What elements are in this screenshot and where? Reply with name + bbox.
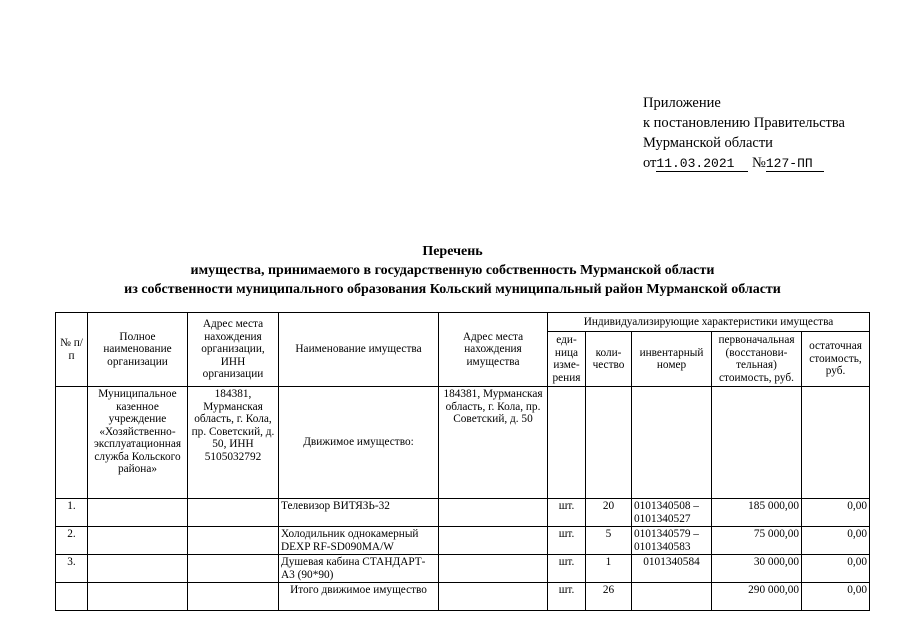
empty-cell xyxy=(188,499,279,527)
row-initial-cost: 30 000,00 xyxy=(712,555,802,583)
empty-cell xyxy=(188,583,279,611)
total-initial-cost: 290 000,00 xyxy=(712,583,802,611)
header-residual-cost: остаточная стоимость, руб. xyxy=(802,332,870,387)
header-org-address: Адрес места нахождения организации, ИНН организации xyxy=(188,313,279,387)
header-inventory: инвентарный номер xyxy=(632,332,712,387)
empty-cell xyxy=(439,527,548,555)
empty-cell xyxy=(188,527,279,555)
empty-cell xyxy=(56,583,88,611)
empty-cell xyxy=(439,499,548,527)
row-unit: шт. xyxy=(548,555,586,583)
empty-cell xyxy=(802,387,870,499)
appendix-block xyxy=(643,93,845,173)
row-unit: шт. xyxy=(548,527,586,555)
header-property-address: Адрес места нахождения имущества xyxy=(439,313,548,387)
empty-cell xyxy=(88,527,188,555)
row-residual-cost: 0,00 xyxy=(802,499,870,527)
empty-cell xyxy=(439,555,548,583)
title-line-3: из собственности муниципального образования Кольский муниципальный район Мурманской области xyxy=(124,282,781,297)
row-num: 2. xyxy=(56,527,88,555)
empty-cell xyxy=(632,583,712,611)
header-initial-cost: первоначальная (восстанови-тельная) стоимость, руб. xyxy=(712,332,802,387)
header-characteristics: Индивидуализирующие характеристики имущества xyxy=(548,313,870,332)
empty-cell xyxy=(548,387,586,499)
row-unit: шт. xyxy=(548,499,586,527)
appendix-line-3: Мурманской области xyxy=(643,135,773,151)
row-qty: 1 xyxy=(586,555,632,583)
row-initial-cost: 75 000,00 xyxy=(712,527,802,555)
row-qty: 20 xyxy=(586,499,632,527)
document-title xyxy=(0,242,905,299)
org-num-cell xyxy=(56,387,88,499)
empty-cell xyxy=(632,387,712,499)
empty-cell xyxy=(188,555,279,583)
org-name-cell: Муниципальное казенное учреждение «Хозяйственно-эксплуатационная служба Кольского района» xyxy=(88,387,188,499)
table-row xyxy=(56,499,870,527)
total-label: Итого движимое имущество xyxy=(279,583,439,611)
decree-number: 127-ПП xyxy=(766,156,824,172)
property-table xyxy=(55,312,870,611)
title-line-2: имущества, принимаемого в государственную собственность Мурманской области xyxy=(190,263,715,278)
empty-cell xyxy=(586,387,632,499)
appendix-line-1: Приложение xyxy=(643,95,721,111)
row-qty: 5 xyxy=(586,527,632,555)
table-row xyxy=(56,555,870,583)
empty-cell xyxy=(712,387,802,499)
row-name: Телевизор ВИТЯЗЬ-32 xyxy=(279,499,439,527)
header-row-1 xyxy=(56,313,870,332)
row-num: 1. xyxy=(56,499,88,527)
appendix-line-2: к постановлению Правительства xyxy=(643,115,845,131)
org-address-cell: 184381, Мурманская область, г. Кола, пр. Советский, д. 50, ИНН 5105032792 xyxy=(188,387,279,499)
empty-cell xyxy=(439,583,548,611)
empty-cell xyxy=(88,555,188,583)
row-inventory: 0101340508 – 0101340527 xyxy=(632,499,712,527)
movable-property-heading: Движимое имущество: xyxy=(279,387,439,499)
from-prefix: от xyxy=(643,155,657,171)
empty-cell xyxy=(88,499,188,527)
row-residual-cost: 0,00 xyxy=(802,527,870,555)
total-unit: шт. xyxy=(548,583,586,611)
row-inventory: 0101340579 – 0101340583 xyxy=(632,527,712,555)
appendix-date-line xyxy=(643,153,845,173)
number-prefix: № xyxy=(752,155,766,171)
row-num: 3. xyxy=(56,555,88,583)
total-qty: 26 xyxy=(586,583,632,611)
decree-date: 11.03.2021 xyxy=(656,156,748,172)
header-org-name: Полное наименование организации xyxy=(88,313,188,387)
empty-cell xyxy=(88,583,188,611)
total-row xyxy=(56,583,870,611)
property-address-cell: 184381, Мурманская область, г. Кола, пр. Советский, д. 50 xyxy=(439,387,548,499)
header-num: № п/п xyxy=(56,313,88,387)
organization-row xyxy=(56,387,870,499)
title-line-1: Перечень xyxy=(422,244,483,259)
header-property-name: Наименование имущества xyxy=(279,313,439,387)
row-name: Холодильник однокамерный DEXP RF-SD090MA/W xyxy=(279,527,439,555)
row-residual-cost: 0,00 xyxy=(802,555,870,583)
header-unit: еди-ница изме-рения xyxy=(548,332,586,387)
header-qty: коли-чество xyxy=(586,332,632,387)
row-initial-cost: 185 000,00 xyxy=(712,499,802,527)
table-row xyxy=(56,527,870,555)
row-name: Душевая кабина СТАНДАРТ-А3 (90*90) xyxy=(279,555,439,583)
row-inventory: 0101340584 xyxy=(632,555,712,583)
total-residual-cost: 0,00 xyxy=(802,583,870,611)
